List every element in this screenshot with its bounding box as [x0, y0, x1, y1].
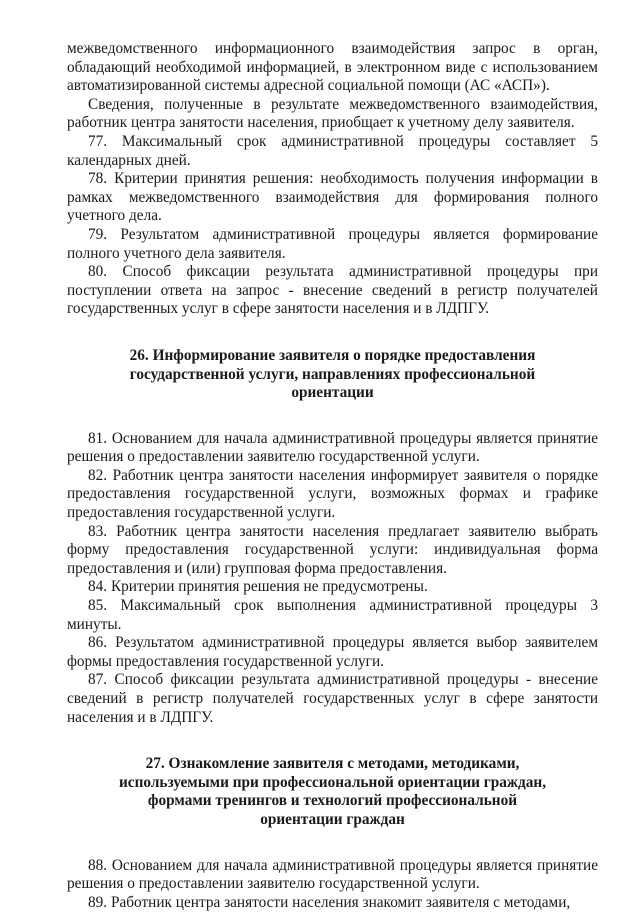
- paragraph-87: 87. Способ фиксации результата административной процедуры - внесение сведений в регистр получателей государственных услуг в сфере занятости населения и в ЛДПГУ.: [67, 671, 598, 726]
- paragraph-interagency-info: Сведения, полученные в результате межведомственного взаимодействия, работник центра занятости населения, приобщает к учетному делу заявителя.: [67, 95, 598, 132]
- paragraph-78: 78. Критерии принятия решения: необходимость получения информации в рамках межведомственного взаимодействия для формирования полного учетного дела.: [67, 170, 598, 225]
- section-26-heading-line: ориентации: [291, 384, 374, 402]
- section-27-heading: [67, 755, 598, 829]
- section-26-heading-line: 26. Информирование заявителя о порядке предоставления: [129, 346, 536, 364]
- document-page: [67, 40, 598, 912]
- paragraph-80: 80. Способ фиксации результата административной процедуры при поступлении ответа на запрос - внесение сведений в регистр получателей государственных услуг в сфере занятости населения и в ЛДПГУ.: [67, 263, 598, 318]
- paragraph-88: 88. Основанием для начала административной процедуры является принятие решения о предоставлении заявителю государственной услуги.: [67, 856, 598, 893]
- paragraph-82: 82. Работник центра занятости населения информирует заявителя о порядке предоставления государственной услуги, возможных формах и графике предоставления государственной услуги.: [67, 466, 598, 522]
- paragraph-79: 79. Результатом административной процедуры является формирование полного учетного дела заявителя.: [67, 225, 598, 262]
- paragraph-89: 89. Работник центра занятости населения знакомит заявителя с методами,: [88, 893, 571, 911]
- paragraph-81: 81. Основанием для начала административной процедуры является принятие решения о предоставлении заявителю государственной услуги.: [67, 429, 598, 466]
- section-27-heading-line: формами тренингов и технологий профессиональной: [147, 792, 518, 810]
- paragraph-continuation: межведомственного информационного взаимодействия запрос в орган, обладающий необходимой информацией, в электронном виде с использованием автоматизированной системы адресной социальной помощи (АС «АСП»).: [67, 40, 598, 95]
- section-27-heading-line: ориентации граждан: [260, 810, 405, 828]
- paragraph-77: 77. Максимальный срок административной процедуры составляет 5 календарных дней.: [67, 132, 598, 169]
- paragraph-83: 83. Работник центра занятости населения предлагает заявителю выбрать форму предоставления государственной услуги: индивидуальная форма предоставления и (или) групповая форма предоставления.: [67, 522, 598, 577]
- paragraph-86: 86. Результатом административной процедуры является выбор заявителем формы предоставления государственной услуги.: [67, 634, 598, 670]
- section-26-heading: [67, 347, 598, 403]
- section-26-heading-line: государственной услуги, направлениях профессиональной: [129, 365, 536, 383]
- paragraph-85: 85. Максимальный срок выполнения административной процедуры 3 минуты.: [67, 597, 598, 633]
- section-27-heading-line: 27. Ознакомление заявителя с методами, методиками,: [145, 755, 520, 773]
- section-27-heading-line: используемыми при профессиональной ориентации граждан,: [118, 773, 547, 791]
- paragraph-84: 84. Критерии принятия решения не предусмотрены.: [88, 578, 428, 596]
